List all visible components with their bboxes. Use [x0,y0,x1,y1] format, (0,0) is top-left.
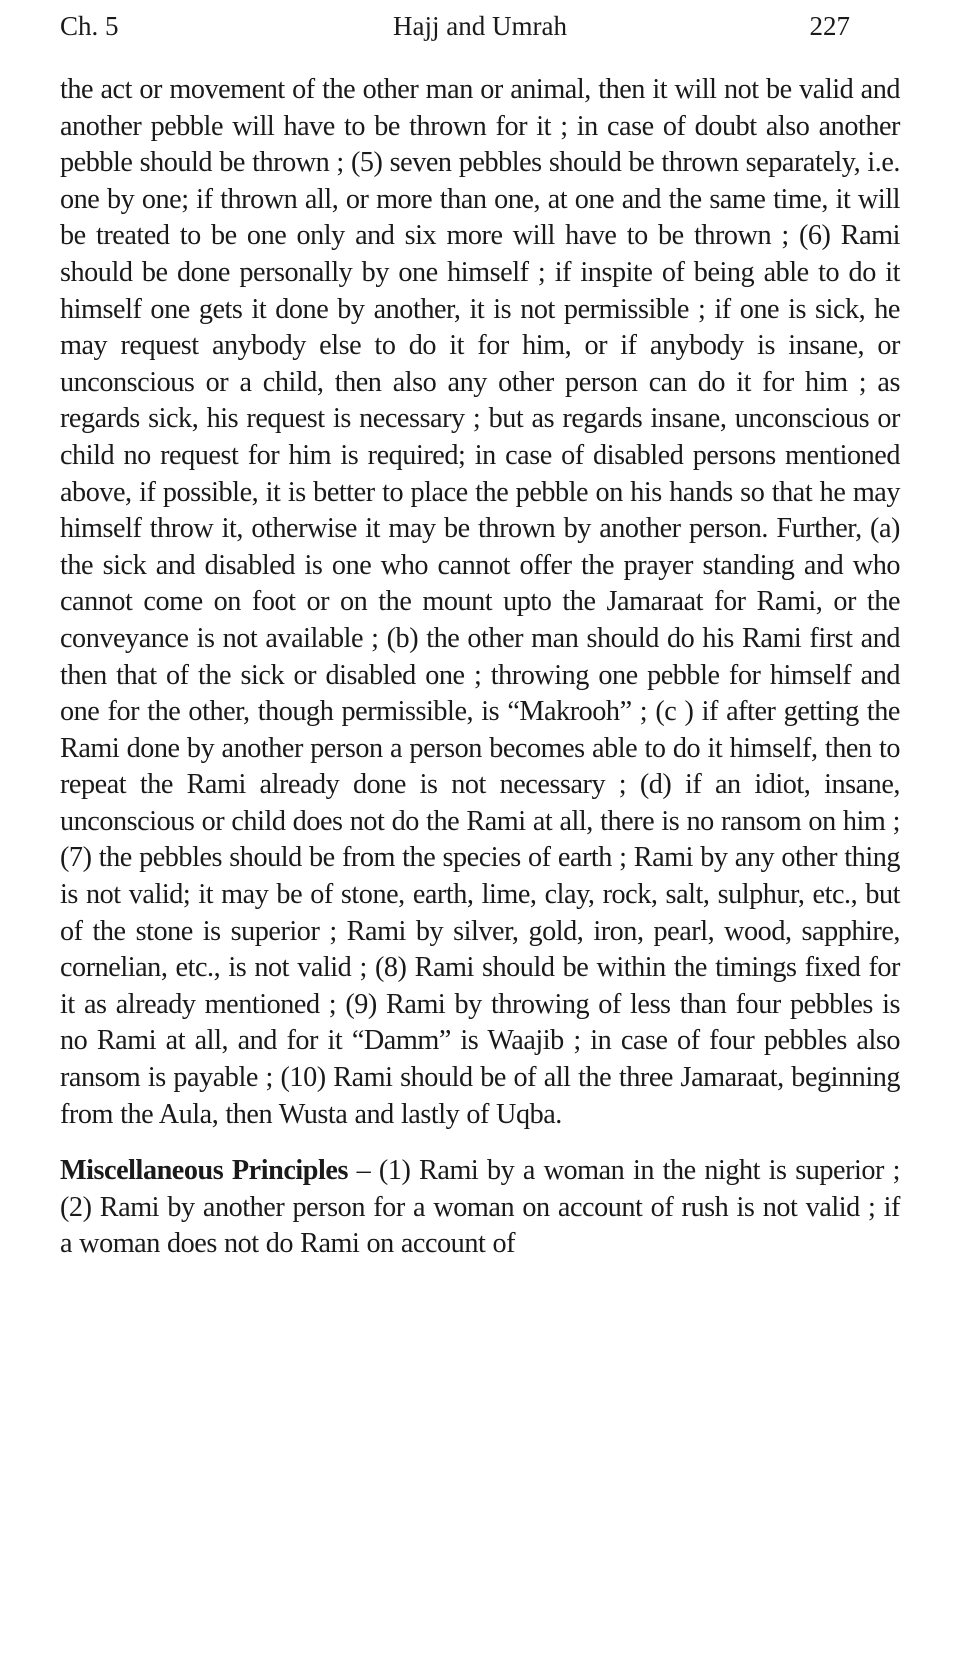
body-text [60,72,900,1263]
page-number: 227 [809,11,850,41]
chapter-label: Ch. 5 [60,11,119,41]
book-page [60,0,900,1263]
paragraph-heading: Miscellaneous Principles [60,1155,348,1187]
paragraph-text: – (1) Rami by a woman in the night is superior ; (2) Rami by another person for a woman on account of rush is not valid ; if a woman does not do Rami on account of [60,1155,900,1260]
running-head [60,4,900,48]
book-title: Hajj and Umrah [393,11,567,41]
paragraph-miscellaneous-principles [60,1153,900,1263]
paragraph-rami-conditions: the act or movement of the other man or animal, then it will not be valid and another pebble will have to be thrown for it ; in case of doubt also another pebble should be thrown ; (5) seven pebbles should be thrown separately, i.e. one by one; if thrown all, or more than one, at one and the same time, it will be treated to be one only and six more will have to be thrown ; (6) Rami should be done personally by one himself ; if inspite of being able to do it himself one gets it done by another, it is not permissible ; if one is sick, he may request anybody else to do it for him, or if anybody is insane, or unconscious or a child, then also any other person can do it for him ; as regards sick, his request is necessary ; but as regards insane, unconscious or child no request for him is required; in case of disabled persons mentioned above, if possible, it is better to place the pebble on his hands so that he may himself throw it, otherwise it may be thrown by another person. Further, (a) the sick and disabled is one who cannot offer the prayer standing and who cannot come on foot or on the mount upto the Jamaraat for Rami, or the conveyance is not available ; (b) the other man should do his Rami first and then that of the sick or disabled one ; throwing one pebble for himself and one for the other, though permissible, is “Makrooh” ; (c ) if after getting the Rami done by another person a person becomes able to do it himself, then to repeat the Rami already done is not necessary ; (d) if an idiot, insane, unconscious or child does not do the Rami at all, there is no ransom on him ; (7) the pebbles should be from the species of earth ; Rami by any other thing is not valid; it may be of stone, earth, lime, clay, rock, salt, sulphur, etc., but of the stone is superior ; Rami by silver, gold, iron, pearl, wood, sapphire, cornelian, etc., is not valid ; (8) Rami should be within the timings fixed for it as already mentioned ; (9) Rami by throwing of less than four pebbles is no Rami at all, and for it “Damm” is Waajib ; in case of four pebbles also ransom is payable ; (10) Rami should be of all the three Jamaraat, beginning from the Aula, then Wusta and lastly of Uqba. [60,74,900,1130]
